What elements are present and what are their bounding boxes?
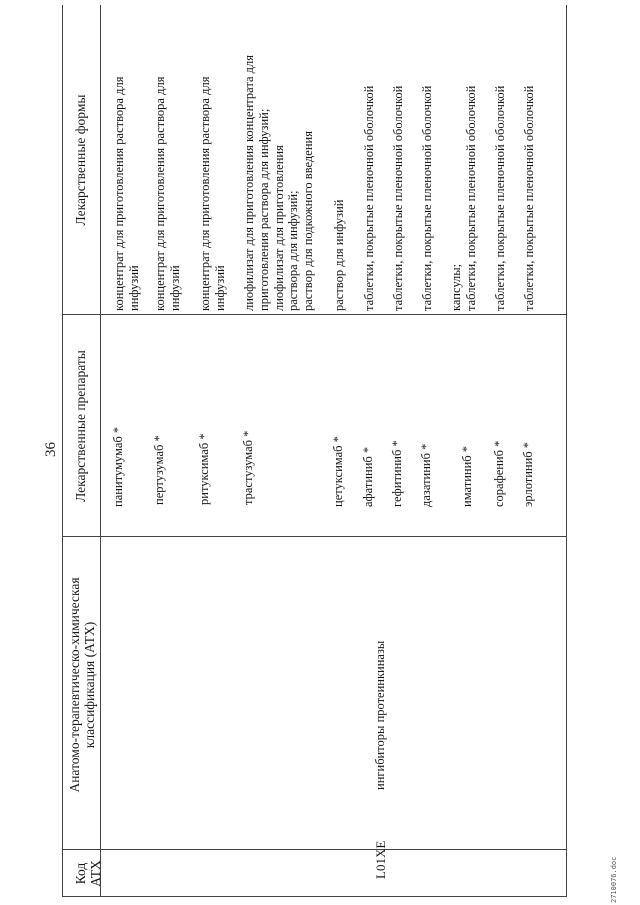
group-code: L01XE bbox=[373, 840, 388, 879]
drug-name: иматиниб * bbox=[460, 445, 474, 507]
drug-name: эрлотиниб * bbox=[521, 441, 535, 507]
col-divider-2 bbox=[62, 536, 567, 537]
header-form: Лекарственные формы bbox=[73, 94, 88, 226]
header-drug: Лекарственные препараты bbox=[73, 350, 88, 502]
drug-name: сорафениб * bbox=[492, 440, 506, 507]
dosage-form: таблетки, покрытые пленочной оболочкой bbox=[362, 85, 376, 311]
col-divider-3 bbox=[62, 314, 567, 315]
dosage-form: таблетки, покрытые пленочной оболочкой bbox=[391, 85, 405, 311]
drug-name: дазатиниб * bbox=[419, 443, 433, 507]
dosage-form: таблетки, покрытые пленочной оболочкой bbox=[493, 85, 507, 311]
dosage-form: концентрат для приготовления раствора для инфузий bbox=[198, 76, 227, 311]
header-atc: Анатомо-терапевтическо-химическая классификация (АТХ) bbox=[67, 577, 97, 793]
col-divider-1 bbox=[62, 849, 567, 850]
dosage-form: капсулы; таблетки, покрытые пленочной оболочкой bbox=[449, 85, 478, 311]
drug-name: трастузумаб * bbox=[241, 430, 255, 505]
table-border-left bbox=[62, 896, 567, 897]
dosage-form: раствор для инфузий bbox=[332, 199, 346, 311]
dosage-form: таблетки, покрытые пленочной оболочкой bbox=[420, 85, 434, 311]
dosage-form: лиофилизат для приготовления концентрата для приготовления раствора для инфузий; лиофилизат для приготовления раствора для инфузий; раствор для подкожного введения bbox=[242, 55, 315, 311]
dosage-form: таблетки, покрытые пленочной оболочкой bbox=[522, 85, 536, 311]
header-code: Код АТХ bbox=[73, 860, 103, 887]
page-number: 36 bbox=[43, 442, 59, 457]
drug-name: пертузумаб * bbox=[152, 435, 166, 505]
file-stamp: 2710076.doc bbox=[610, 856, 618, 903]
group-name: ингибиторы протеинкиназы bbox=[373, 640, 387, 790]
header-separator bbox=[100, 5, 101, 897]
drug-name: панитумумаб * bbox=[111, 426, 125, 507]
dosage-form: концентрат для приготовления раствора для инфузий bbox=[112, 76, 141, 311]
drug-name: афатиниб * bbox=[361, 446, 375, 507]
drug-name: гефитиниб * bbox=[390, 440, 404, 507]
drug-name: цетуксимаб * bbox=[331, 436, 345, 507]
table-border-top bbox=[62, 5, 63, 897]
drug-name: ритуксимаб * bbox=[197, 433, 211, 505]
table-border-bottom bbox=[566, 5, 567, 897]
dosage-form: концентрат для приготовления раствора для инфузий bbox=[153, 76, 182, 311]
